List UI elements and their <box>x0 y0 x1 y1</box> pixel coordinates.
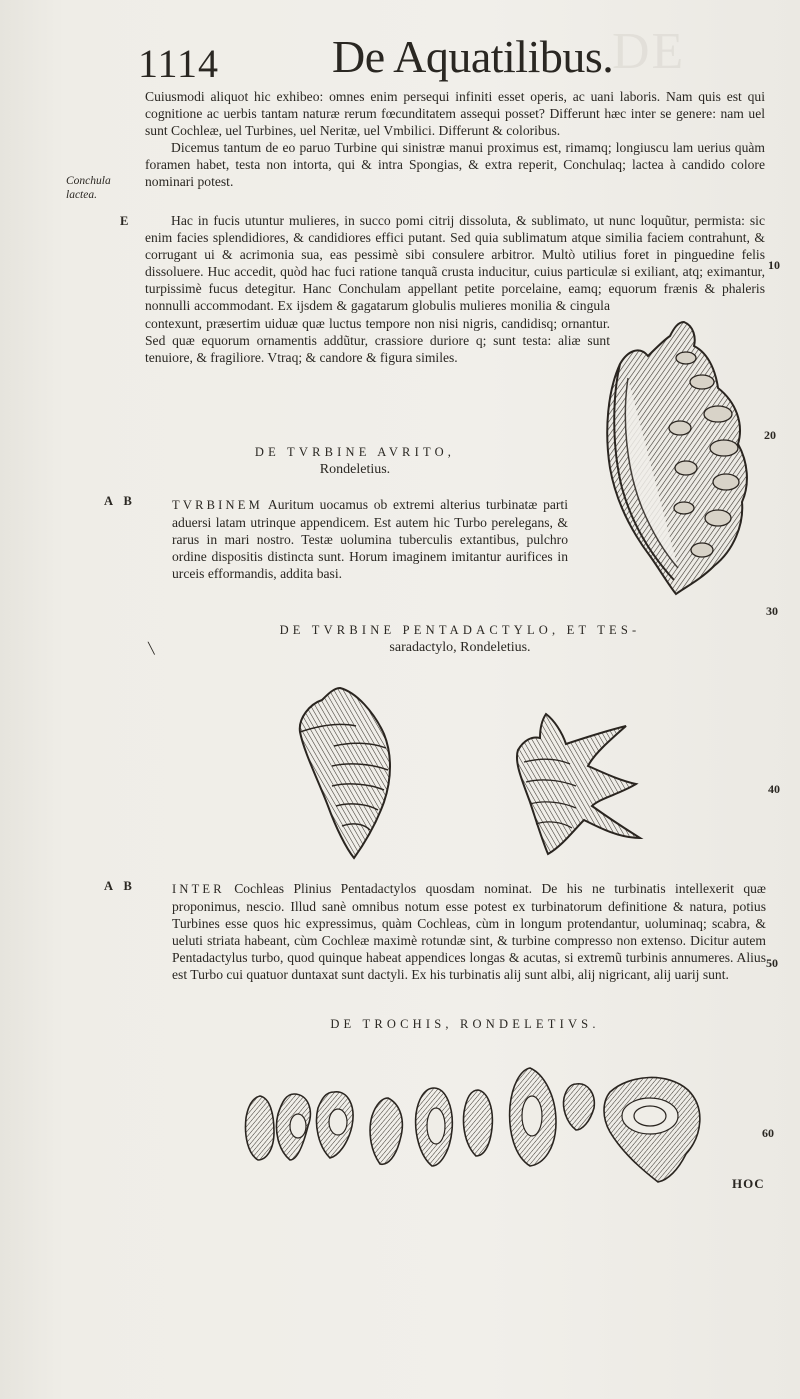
pentadactylus-paragraph <box>172 880 766 984</box>
line-number: 50 <box>766 956 778 970</box>
section-heading-auritus <box>170 444 540 478</box>
paragraph: Dicemus tantum de eo paruo Turbine qui sinistræ manui proximus est, rimamq; longiuscu lam uerius quàm foramen habet, testa non intorta, qui & intra Spongias, & extra reperit, Conchulaq; lactea à candido colore nominari potest. <box>145 140 765 190</box>
line-number: 20 <box>764 428 776 442</box>
catchword: HOC <box>732 1176 765 1191</box>
paragraph: Cochleas Plinius Pentadactylos quosdam nominat. De his ne turbinatis intellexerit quæ proponimus, nescio. Illud sanè omnibus notum esse potest ex turbinatorum definitione & natura, potius Turbines esse quos hic expressimus, quàm Cochleas, cùm in longum protendantur, uoluminaq; scabra, & ueluti striata habeant, cùm Cochleæ maximè rotundæ sint, & turbine compresso non extenso. Dicitur autem Pentadactylus turbo, quod quinque habeat appendices longas & acutas, si extremũ turbinis annumeres. Alius est Turbo cui quatuor duntaxat sunt dactyli. Ex his turbinatis alij sunt albi, alij nigricant, alij uarij sunt. <box>172 881 766 983</box>
paragraph: Auritum uocamus ob extremi alterius turbinatæ parti aduersi latam utrinque appendicem. Est autem hic Turbo perelegans, & rarus in mari nostro. Testæ uolumina tuberculis extantibus, pulchro ordine dispositis distincta sunt. Horum imaginem imitantur aurifices in urceis efformandis, addita basi. <box>172 497 568 582</box>
lead-word: TVRBINEM <box>172 498 263 512</box>
heading-caps: DE TROCHIS, RONDELETIVS. <box>330 1017 600 1031</box>
bleed-through-text: DE <box>612 23 686 80</box>
section-heading-pentadactylus <box>190 622 730 656</box>
paragraph: Cuiusmodi aliquot hic exhibeo: omnes enim persequi infiniti esset operis, ac uani laboris. Nam quis est qui cognitione ac uerbis tantam naturæ rerum fœcunditatem assequi posset? Differunt hæc inter se genere: nam uel sunt Cochleæ, uel Turbines, uel Neritæ, uel Vmbilici. Differunt & coloribus. <box>145 89 765 139</box>
turbo-auritus-illustration <box>598 318 758 598</box>
page-number: 1114 <box>138 41 220 86</box>
trochi-shells-illustration <box>238 1060 708 1186</box>
heading-caps: DE TVRBINE AVRITO, <box>254 445 456 459</box>
line-number: 40 <box>768 782 780 796</box>
stray-mark: ╲ <box>148 643 155 655</box>
heading-sub: Rondeletius. <box>319 462 391 477</box>
marginal-letters-ab: A B <box>104 879 136 893</box>
running-head-title: De Aquatilibus. <box>332 31 614 82</box>
section-heading-trochi <box>280 1016 650 1033</box>
heading-sub: saradactylo, Rondeletius. <box>389 640 531 655</box>
lead-word: INTER <box>172 882 225 896</box>
pentadactylus-shell-illustration <box>292 682 402 860</box>
heading-caps: DE TVRBINE PENTADACTYLO, ET TES- <box>279 623 641 637</box>
marginal-letters-ab: A B <box>104 494 136 508</box>
line-number: 30 <box>766 604 778 618</box>
marginal-letter-e: E <box>120 214 133 228</box>
intro-text-top <box>145 88 765 191</box>
line-number: 10 <box>768 258 780 272</box>
tessaradactylus-shell-illustration <box>510 710 650 856</box>
auritus-paragraph <box>172 496 568 582</box>
line-number: 60 <box>762 1126 774 1140</box>
paragraph: Hac in fucis utuntur mulieres, in succo pomi citrij dissoluta, & sublimato, ut nunc loquũtur, permista: sic enim facies splendidiores, & candidiores effici putant. Sed quia sublimatum atque similia faciem contrahunt, & corrugant ui & acrimonia sua, eas pessimè sibi consulere arbitror. Multò utilius foret in pinguedine felis dissoluere. Huc accedit, quòd hac fuci ratione tanquã crusta inducitur, cuius particulæ si exiliant, atq; eximantur, turpissimè fucus detegitur. Hanc Conchulam appellant petite porcelaine, eamq; equorum frænis & phaleris nonnulli accommodant. Ex ijsdem & gagatarum globulis mulieres monilia & cingula contexunt, præsertim uiduæ quæ luctus tempore non nisi nigris, candidisq; ornantur. Sed quæ equorum ornamentis addũtur, crassiore duriore q; sunt testa: aliæ sunt tenuiore, & fragiliore. Vtraq; & candore & figura similes. <box>145 213 765 365</box>
marginal-note: Conchula lactea. <box>66 175 111 201</box>
